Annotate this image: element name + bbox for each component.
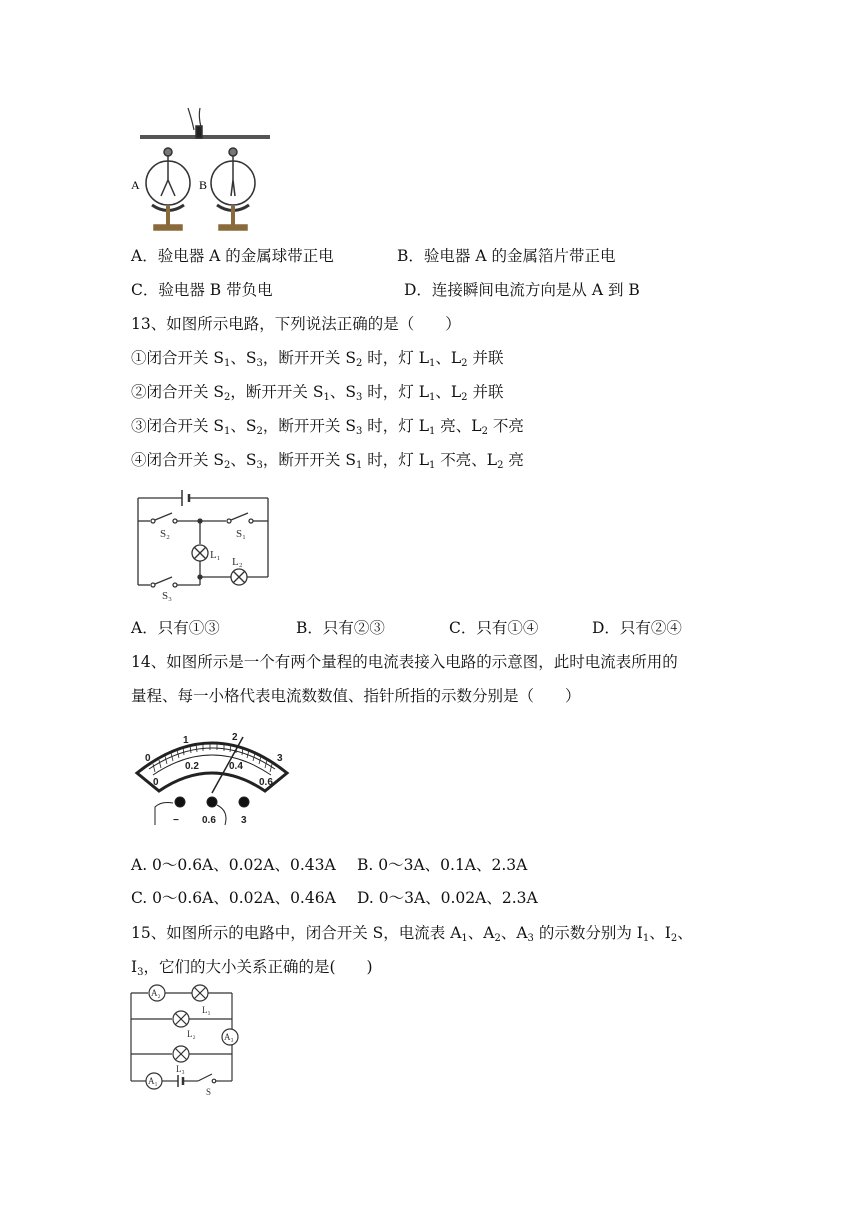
- q15-label-a1: A₁: [148, 1076, 158, 1086]
- q14-option-b[interactable]: B. 0～3A、0.1A、2.3A: [357, 856, 528, 874]
- q13-label-s2: S₂: [160, 528, 170, 540]
- q14-option-d[interactable]: D. 0～3A、0.02A、2.3A: [357, 889, 538, 907]
- electroscope-a-label: A: [131, 178, 140, 192]
- q15-label-s: S: [206, 1087, 212, 1097]
- ammeter-terminal-minus: −: [173, 815, 179, 826]
- q12-option-d[interactable]: D．连接瞬间电流方向是从 A 到 B: [404, 281, 640, 299]
- q15-label-a3: A₃: [224, 1032, 234, 1042]
- q13-statement-1: ①闭合开关 $S_1$、$S_3$，断开开关 $S_2$ 时，灯 $L_1$、$L_2$ 并联: [131, 349, 504, 369]
- q14-option-c[interactable]: C. 0～0.6A、0.02A、0.46A: [131, 889, 336, 907]
- ammeter-bot-02: 0.2: [185, 761, 199, 772]
- q13-statement-4: ④闭合开关 $S_2$、$S_3$，断开开关 $S_1$ 时，灯 $L_1$ 不亮、$L_2$ 亮: [131, 451, 524, 471]
- q14-options-row-2: [131, 887, 538, 909]
- q15-stem-line-2: $I_3$，它们的大小关系正确的是( ): [131, 958, 373, 978]
- q13-statement-2: ②闭合开关 $S_2$，断开开关 $S_1$、$S_3$ 时，灯 $L_1$、$L_2$ 并联: [131, 383, 504, 403]
- q12-options-row-2: [131, 279, 640, 301]
- ammeter-bot-04: 0.4: [229, 761, 243, 772]
- ammeter-figure: [133, 721, 291, 826]
- ammeter-terminal-06: 0.6: [202, 815, 216, 826]
- q13-option-c[interactable]: C．只有①④: [449, 619, 539, 637]
- q13-label-s1: S₁: [236, 528, 246, 540]
- q15-label-a2: A₂: [151, 988, 161, 998]
- ammeter-bot-0: 0: [153, 777, 159, 788]
- q12-options-row-1: [131, 245, 616, 267]
- q13-statement-3: ③闭合开关 $S_1$、$S_2$，断开开关 $S_3$ 时，灯 $L_1$ 亮、$L_2$ 不亮: [131, 417, 524, 437]
- q15-label-l3: L₃: [176, 1064, 185, 1074]
- ammeter-top-2: 2: [232, 732, 238, 743]
- q12-option-c[interactable]: C．验电器 B 带负电: [131, 281, 273, 299]
- ammeter-top-1: 1: [183, 735, 189, 746]
- q13-stem: 13、如图所示电路，下列说法正确的是（ ）: [131, 315, 461, 333]
- q13-circuit-figure: [128, 485, 278, 605]
- q15-label-l2: L₂: [187, 1029, 196, 1039]
- q14-stem-line-2: 量程、每一小格代表电流数数值、指针所指的示数分别是（ ）: [131, 687, 581, 705]
- q13-label-l1: L₁: [210, 549, 221, 561]
- q14-stem-line-1: 14、如图所示是一个有两个量程的电流表接入电路的示意图，此时电流表所用的: [131, 653, 678, 671]
- q13-options: [131, 617, 682, 639]
- q13-option-d[interactable]: D．只有②④: [592, 619, 682, 637]
- ammeter-bot-06: 0.6: [259, 777, 273, 788]
- q15-circuit-figure: [126, 983, 244, 1098]
- q12-option-a[interactable]: A．验电器 A 的金属球带正电: [131, 247, 334, 265]
- ammeter-top-0: 0: [145, 753, 151, 764]
- electroscope-figure: [128, 106, 278, 236]
- q15-stem-line-1: 15、如图所示的电路中，闭合开关 S，电流表 $A_1$、$A_2$、$A_3$ 的示数分别为 $I_1$、$I_2$、: [131, 924, 693, 944]
- q14-option-a[interactable]: A. 0～0.6A、0.02A、0.43A: [131, 856, 336, 874]
- q14-options-row-1: [131, 854, 528, 876]
- q12-option-b[interactable]: B．验电器 A 的金属箔片带正电: [397, 247, 616, 265]
- q13-option-a[interactable]: A．只有①③: [131, 619, 220, 637]
- q13-label-l2: L₂: [232, 556, 243, 568]
- q15-label-l1: L₁: [202, 1005, 211, 1015]
- q13-label-s3: S₃: [162, 590, 172, 602]
- q13-option-b[interactable]: B．只有②③: [296, 619, 385, 637]
- ammeter-terminal-3: 3: [241, 815, 247, 826]
- electroscope-b-label: B: [199, 178, 208, 192]
- ammeter-top-3: 3: [277, 753, 283, 764]
